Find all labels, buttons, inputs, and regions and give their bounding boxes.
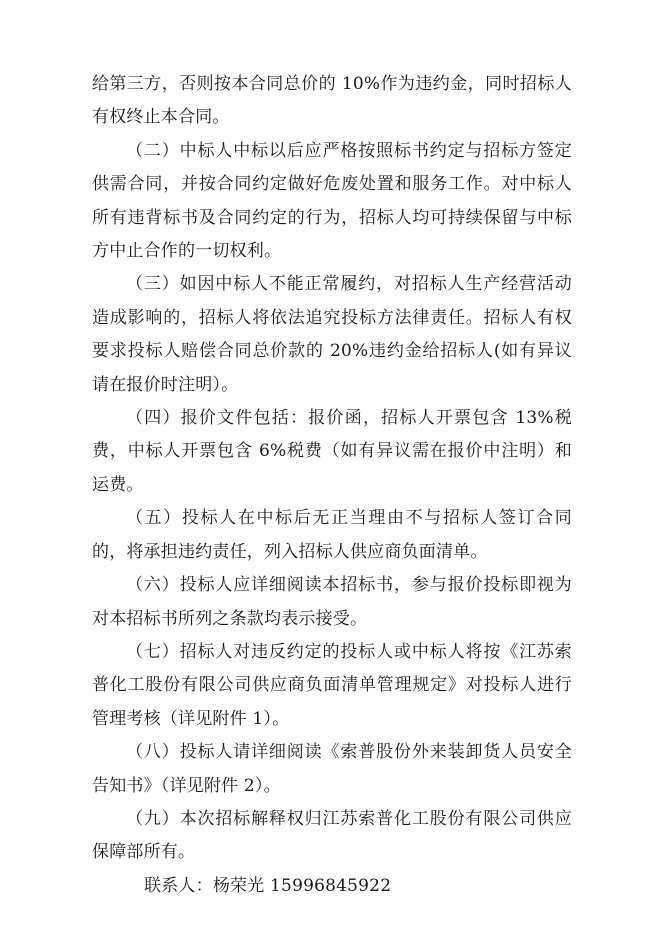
- clause-9: （九）本次招标解释权归江苏索普化工股份有限公司供应保障部所有。: [92, 808, 572, 863]
- contact-phone: 15996845922: [270, 875, 392, 896]
- clause-4: （四）报价文件包括：报价函，招标人开票包含 13%税费，中标人开票包含 6%税费（如有异议需在报价中注明）和运费。: [92, 408, 572, 495]
- paragraph-continuation: 给第三方，否则按本合同总价的 10%作为违约金，同时招标人有权终止本合同。: [92, 74, 572, 128]
- clause-5: （五）投标人在中标后无正当理由不与招标人签订合同的，将承担违约责任，列入招标人供应商负面清单。: [92, 508, 572, 562]
- contact-name: 杨荣光: [212, 875, 265, 896]
- clause-3: （三）如因中标人不能正常履约，对招标人生产经营活动造成影响的，招标人将依法追究投标方法律责任。招标人有权要求投标人赔偿合同总价款的 20%违约金给招标人(如有异议请在报价时注明）。: [92, 274, 572, 395]
- document-body: [92, 68, 572, 903]
- contact-label: 联系人：: [144, 875, 213, 896]
- clause-8: （八）投标人请详细阅读《索普股份外来装卸货人员安全告知书》（详见附件 2）。: [92, 742, 572, 796]
- clause-7: （七）招标人对违反约定的投标人或中标人将按《江苏索普化工股份有限公司供应商负面清单管理规定》对投标人进行管理考核（详见附件 1）。: [92, 641, 572, 729]
- clause-2: （二）中标人中标以后应严格按照标书约定与招标方签定供需合同，并按合同约定做好危废处置和服务工作。对中标人所有违背标书及合同约定的行为，招标人均可持续保留与中标方中止合作的一切权利。: [92, 140, 572, 262]
- contact-line: [92, 870, 572, 903]
- clause-6: （六）投标人应详细阅读本招标书，参与报价投标即视为对本招标书所列之条款均表示接受。: [92, 575, 572, 629]
